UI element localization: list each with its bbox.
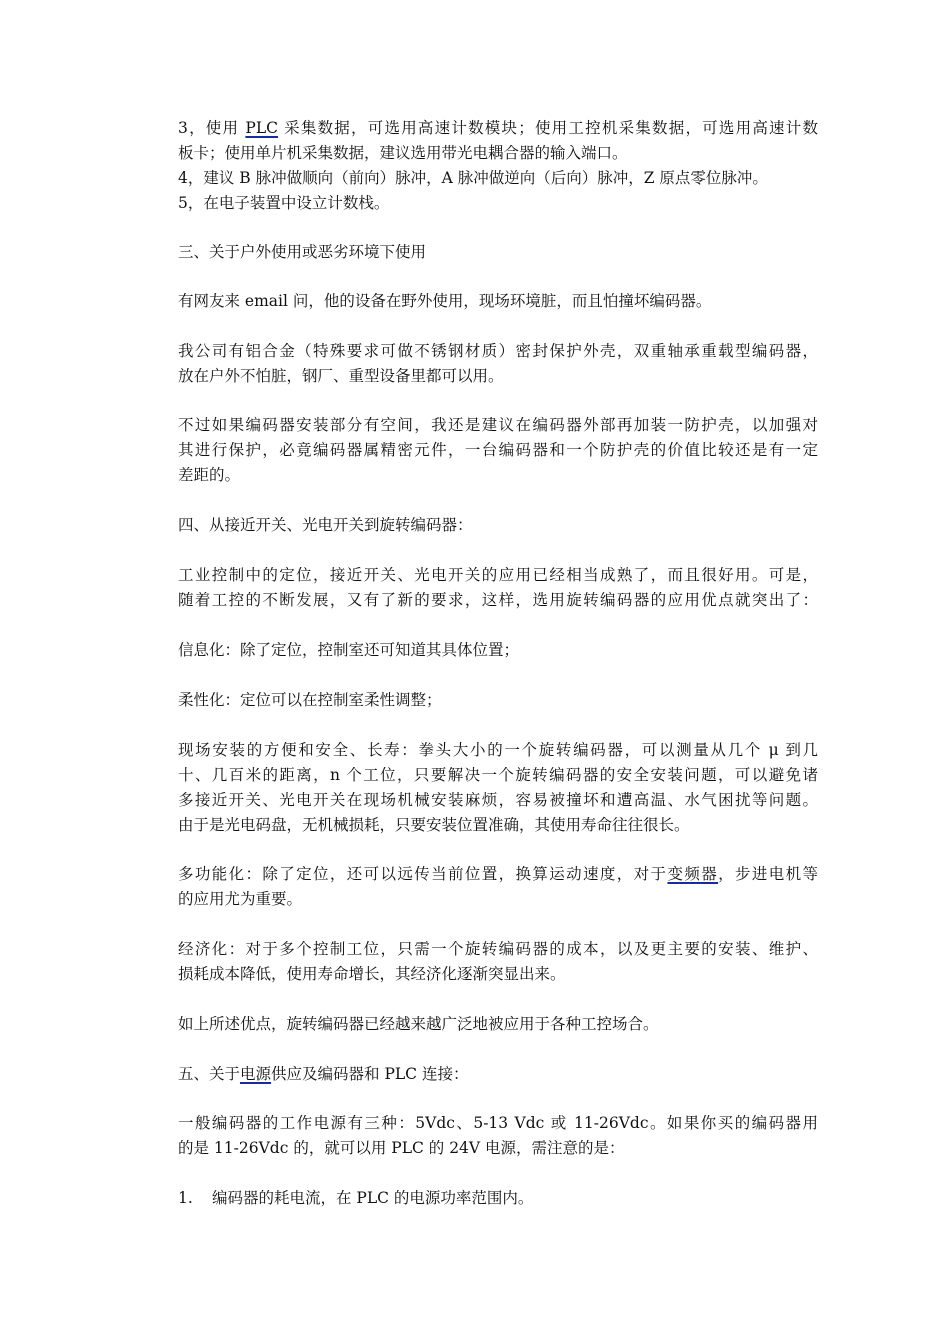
text-run: 多功能化：除了定位，还可以远传当前位置，换算运动速度，对于 <box>178 865 668 883</box>
paragraph-protection-line-1: 不过如果编码器安装部分有空间，我还是建议在编码器外部再加装一防护壳，以加强对 <box>178 416 818 434</box>
paragraph-multifunction-line-2: 的应用尤为重要。 <box>178 890 303 908</box>
paragraph-item-3-line-2: 板卡；使用单片机采集数据，建议选用带光电耦合器的输入端口。 <box>178 144 628 162</box>
text-run: 五、关于 <box>178 1065 241 1083</box>
paragraph-economy-line-2: 损耗成本降低，使用寿命增长，其经济化逐渐突显出来。 <box>178 965 566 983</box>
paragraph-installation-line-3: 多接近开关、光电开关在现场机械安装麻烦，容易被撞坏和遭高温、水气困扰等问题。 <box>178 791 818 809</box>
section-heading-5 <box>178 1062 818 1086</box>
paragraph-power-line-2: 的是 11-26Vdc 的，就可以用 PLC 的 24V 电源，需注意的是： <box>178 1139 625 1157</box>
paragraph-housing-line-2: 放在户外不怕脏，钢厂、重型设备里都可以用。 <box>178 367 504 385</box>
list-item-1 <box>178 1186 818 1210</box>
text-run: ，步进电机等 <box>718 865 818 883</box>
paragraph-power-line-1: 一般编码器的工作电源有三种：5Vdc、5-13 Vdc 或 11-26Vdc。如果你买的编码器用 <box>178 1114 818 1132</box>
paragraph-protection-line-3: 差距的。 <box>178 466 241 484</box>
plc-link[interactable]: PLC <box>245 119 278 137</box>
paragraph-industrial-line-1: 工业控制中的定位，接近开关、光电开关的应用已经相当成熟了，而且很好用。可是， <box>178 566 818 584</box>
paragraph-email-question: 有网友来 email 问，他的设备在野外使用，现场环境脏，而且怕撞坏编码器。 <box>178 292 712 310</box>
section-heading-3: 三、关于户外使用或恶劣环境下使用 <box>178 243 427 261</box>
paragraph-protection-line-2: 其进行保护，必竟编码器属精密元件，一台编码器和一个防护壳的价值比较还是有一定 <box>178 441 818 459</box>
list-text: 编码器的耗电流，在 PLC 的电源功率范围内。 <box>212 1189 534 1207</box>
paragraph-summary: 如上所述优点，旋转编码器已经越来越广泛地被应用于各种工控场合。 <box>178 1015 659 1033</box>
section-heading-4: 四、从接近开关、光电开关到旋转编码器： <box>178 516 473 534</box>
text-run: 供应及编码器和 PLC 连接： <box>271 1065 469 1083</box>
paragraph-item-4: 4，建议 B 脉冲做顺向（前向）脉冲，A 脉冲做逆向（后向）脉冲，Z 原点零位脉冲。 <box>178 169 768 187</box>
power-supply-link[interactable]: 电源 <box>240 1065 272 1083</box>
paragraph-item-3-line-1 <box>178 116 818 140</box>
paragraph-informatization: 信息化：除了定位，控制室还可知道其具体位置； <box>178 641 520 659</box>
inverter-link[interactable]: 变频器 <box>667 865 719 883</box>
paragraph-multifunction-line-1 <box>178 862 818 886</box>
text-run: 采集数据，可选用高速计数模块；使用工控机采集数据，可选用高速计数 <box>278 119 818 137</box>
paragraph-flexibility: 柔性化：定位可以在控制室柔性调整； <box>178 691 442 709</box>
paragraph-housing-line-1: 我公司有铝合金（特殊要求可做不锈钢材质）密封保护外壳，双重轴承重载型编码器， <box>178 342 818 360</box>
paragraph-industrial-line-2: 随着工控的不断发展，又有了新的要求，这样，选用旋转编码器的应用优点就突出了： <box>178 591 818 609</box>
paragraph-installation-line-4: 由于是光电码盘，无机械损耗，只要安装位置准确，其使用寿命往往很长。 <box>178 816 690 834</box>
paragraph-economy-line-1: 经济化：对于多个控制工位，只需一个旋转编码器的成本，以及更主要的安装、维护、 <box>178 940 818 958</box>
paragraph-item-5: 5，在电子装置中设立计数栈。 <box>178 194 390 212</box>
text-run: 3，使用 <box>178 119 246 137</box>
paragraph-installation-line-1: 现场安装的方便和安全、长寿：拳头大小的一个旋转编码器，可以测量从几个 μ 到几 <box>178 741 818 759</box>
list-number: 1. <box>178 1189 193 1207</box>
paragraph-installation-line-2: 十、几百米的距离，n 个工位，只要解决一个旋转编码器的安全安装问题，可以避免诸 <box>178 766 818 784</box>
